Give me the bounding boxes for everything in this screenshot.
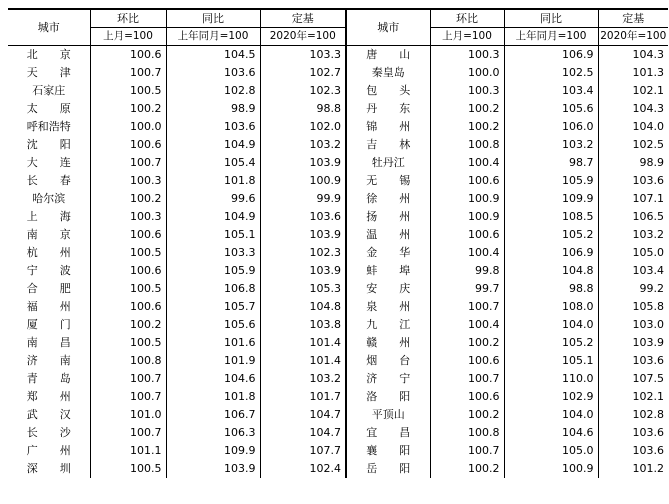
right-yoy-cell: 108.5 — [504, 208, 598, 226]
left-base-cell: 99.9 — [260, 190, 346, 208]
left-base-cell: 98.8 — [260, 100, 346, 118]
right-base-cell: 102.1 — [598, 388, 668, 406]
left-city-cell: 石家庄 — [32, 84, 66, 97]
right-yoy-cell: 105.6 — [504, 100, 598, 118]
left-base-cell: 100.9 — [260, 172, 346, 190]
left-yoy-cell: 104.6 — [166, 370, 260, 388]
left-mom-cell: 101.1 — [90, 442, 166, 460]
right-city-cell: 包 头 — [346, 82, 430, 100]
left-mom-cell: 100.0 — [90, 118, 166, 136]
right-city-cell: 平顶山 — [346, 406, 430, 424]
table-row — [8, 370, 668, 388]
right-mom-cell: 100.4 — [430, 154, 504, 172]
left-base-cell: 101.4 — [260, 334, 346, 352]
right-yoy-cell: 104.8 — [504, 262, 598, 280]
right-yoy-cell: 98.7 — [504, 154, 598, 172]
right-city-cell: 蚌 埠 — [346, 262, 430, 280]
left-yoy-cell: 98.9 — [166, 100, 260, 118]
right-base-cell: 99.2 — [598, 280, 668, 298]
right-base-cell: 104.3 — [598, 100, 668, 118]
left-yoy-cell: 105.9 — [166, 262, 260, 280]
right-base-cell: 103.0 — [598, 316, 668, 334]
right-city-cell: 烟 台 — [346, 352, 430, 370]
left-mom-cell: 100.2 — [90, 190, 166, 208]
right-mom-cell: 100.9 — [430, 190, 504, 208]
left-yoy-cell: 104.5 — [166, 46, 260, 65]
right-yoy-cell: 106.0 — [504, 118, 598, 136]
right-mom-cell: 100.3 — [430, 82, 504, 100]
table-row — [8, 388, 668, 406]
table-row — [8, 352, 668, 370]
left-yoy-cell: 106.3 — [166, 424, 260, 442]
left-city-cell: 南 昌 — [26, 336, 71, 349]
left-city-cell: 长 春 — [26, 174, 71, 187]
right-base-cell: 104.0 — [598, 118, 668, 136]
right-base-cell: 101.3 — [598, 64, 668, 82]
right-mom-cell: 100.0 — [430, 64, 504, 82]
left-city-cell: 武 汉 — [26, 408, 71, 421]
left-yoy-cell: 103.6 — [166, 64, 260, 82]
left-base-cell: 102.7 — [260, 64, 346, 82]
table-row — [8, 64, 668, 82]
left-yoy-cell: 101.6 — [166, 334, 260, 352]
left-base-cell: 102.4 — [260, 460, 346, 478]
left-yoy-cell: 101.9 — [166, 352, 260, 370]
left-yoy-cell: 105.7 — [166, 298, 260, 316]
right-yoy-header: 同比 — [504, 9, 598, 28]
left-city-cell: 哈尔滨 — [32, 192, 66, 205]
right-mom-cell: 100.6 — [430, 352, 504, 370]
right-mom-cell: 100.2 — [430, 100, 504, 118]
right-city-cell: 锦 州 — [346, 118, 430, 136]
left-base-cell: 101.4 — [260, 352, 346, 370]
left-city-cell: 济 南 — [26, 354, 71, 367]
price-index-table — [8, 8, 668, 478]
left-mom-cell: 100.3 — [90, 172, 166, 190]
left-yoy-cell: 104.9 — [166, 208, 260, 226]
right-base-cell: 106.5 — [598, 208, 668, 226]
right-base-cell: 107.5 — [598, 370, 668, 388]
right-mom-cell: 100.2 — [430, 118, 504, 136]
right-yoy-cell: 104.0 — [504, 406, 598, 424]
left-city-cell: 南 京 — [26, 228, 71, 241]
right-yoy-cell: 109.9 — [504, 190, 598, 208]
right-city-cell: 扬 州 — [346, 208, 430, 226]
right-mom-cell: 100.6 — [430, 172, 504, 190]
left-yoy-cell: 103.3 — [166, 244, 260, 262]
left-city-cell: 沈 阳 — [26, 138, 71, 151]
left-base-cell: 104.7 — [260, 406, 346, 424]
right-base-base: 2020年=100 — [598, 28, 668, 46]
right-city-cell: 安 庆 — [346, 280, 430, 298]
left-yoy-cell: 99.6 — [166, 190, 260, 208]
left-mom-cell: 100.6 — [90, 298, 166, 316]
left-yoy-cell: 106.8 — [166, 280, 260, 298]
right-city-cell: 济 宁 — [346, 370, 430, 388]
right-city-cell: 无 锡 — [346, 172, 430, 190]
right-base-cell: 103.4 — [598, 262, 668, 280]
left-city-cell: 合 肥 — [26, 282, 71, 295]
table-row — [8, 208, 668, 226]
left-yoy-header: 同比 — [166, 9, 260, 28]
left-city-cell: 天 津 — [26, 66, 71, 79]
right-yoy-cell: 105.0 — [504, 442, 598, 460]
right-base-cell: 103.6 — [598, 352, 668, 370]
right-yoy-cell: 102.5 — [504, 64, 598, 82]
right-yoy-cell: 106.9 — [504, 244, 598, 262]
table-row — [8, 442, 668, 460]
left-mom-cell: 100.3 — [90, 208, 166, 226]
right-city-cell: 泉 州 — [346, 298, 430, 316]
left-city-cell: 太 原 — [26, 102, 71, 115]
left-mom-cell: 100.7 — [90, 424, 166, 442]
left-mom-cell: 100.5 — [90, 244, 166, 262]
right-mom-cell: 100.2 — [430, 334, 504, 352]
right-city-cell: 赣 州 — [346, 334, 430, 352]
left-yoy-cell: 101.8 — [166, 172, 260, 190]
left-mom-cell: 100.5 — [90, 280, 166, 298]
right-mom-cell: 100.8 — [430, 136, 504, 154]
left-yoy-cell: 104.9 — [166, 136, 260, 154]
right-yoy-cell: 106.9 — [504, 46, 598, 65]
left-city-cell: 青 岛 — [26, 372, 71, 385]
right-yoy-cell: 105.2 — [504, 226, 598, 244]
left-mom-base: 上月=100 — [90, 28, 166, 46]
left-base-base: 2020年=100 — [260, 28, 346, 46]
table-row — [8, 190, 668, 208]
right-mom-header: 环比 — [430, 9, 504, 28]
right-yoy-cell: 108.0 — [504, 298, 598, 316]
price-index-table-container — [8, 8, 668, 478]
right-mom-cell: 100.2 — [430, 460, 504, 478]
right-city-cell: 岳 阳 — [346, 460, 430, 478]
right-yoy-cell: 105.2 — [504, 334, 598, 352]
left-city-cell: 上 海 — [26, 210, 71, 223]
left-base-cell: 102.3 — [260, 244, 346, 262]
right-base-cell: 103.6 — [598, 172, 668, 190]
table-row — [8, 406, 668, 424]
right-base-cell: 107.1 — [598, 190, 668, 208]
left-mom-cell: 100.5 — [90, 82, 166, 100]
right-mom-base: 上月=100 — [430, 28, 504, 46]
right-base-cell: 103.6 — [598, 442, 668, 460]
right-yoy-cell: 103.2 — [504, 136, 598, 154]
left-mom-cell: 100.6 — [90, 136, 166, 154]
left-base-cell: 105.3 — [260, 280, 346, 298]
left-base-cell: 103.9 — [260, 226, 346, 244]
left-city-cell: 宁 波 — [26, 264, 71, 277]
left-city-cell: 杭 州 — [26, 246, 71, 259]
right-city-cell: 吉 林 — [346, 136, 430, 154]
left-yoy-cell: 106.7 — [166, 406, 260, 424]
right-mom-cell: 100.7 — [430, 370, 504, 388]
table-row — [8, 262, 668, 280]
left-city-cell: 呼和浩特 — [26, 120, 71, 133]
left-yoy-cell: 101.8 — [166, 388, 260, 406]
left-city-header: 城市 — [8, 9, 90, 46]
left-city-cell: 北 京 — [26, 48, 71, 61]
right-base-cell: 105.0 — [598, 244, 668, 262]
right-city-cell: 金 华 — [346, 244, 430, 262]
table-row — [8, 334, 668, 352]
right-city-cell: 九 江 — [346, 316, 430, 334]
left-mom-cell: 101.0 — [90, 406, 166, 424]
right-mom-cell: 100.4 — [430, 244, 504, 262]
left-base-cell: 104.7 — [260, 424, 346, 442]
header-row-groups — [8, 9, 668, 28]
left-mom-cell: 100.6 — [90, 46, 166, 65]
right-mom-cell: 100.7 — [430, 442, 504, 460]
header-row-bases — [8, 28, 668, 46]
left-yoy-cell: 103.9 — [166, 460, 260, 478]
left-yoy-cell: 105.1 — [166, 226, 260, 244]
left-mom-cell: 100.6 — [90, 262, 166, 280]
left-mom-cell: 100.7 — [90, 388, 166, 406]
table-row — [8, 172, 668, 190]
right-mom-cell: 100.6 — [430, 388, 504, 406]
left-mom-cell: 100.2 — [90, 316, 166, 334]
table-row — [8, 46, 668, 65]
right-base-cell: 103.9 — [598, 334, 668, 352]
right-base-cell: 104.3 — [598, 46, 668, 65]
right-city-cell: 牡丹江 — [346, 154, 430, 172]
right-yoy-base: 上年同月=100 — [504, 28, 598, 46]
left-yoy-cell: 102.8 — [166, 82, 260, 100]
right-base-cell: 102.5 — [598, 136, 668, 154]
left-yoy-cell: 103.6 — [166, 118, 260, 136]
left-city-cell: 大 连 — [26, 156, 71, 169]
left-base-cell: 103.3 — [260, 46, 346, 65]
table-row — [8, 244, 668, 262]
table-row — [8, 136, 668, 154]
right-yoy-cell: 104.6 — [504, 424, 598, 442]
right-yoy-cell: 105.1 — [504, 352, 598, 370]
right-base-cell: 103.2 — [598, 226, 668, 244]
right-yoy-cell: 104.0 — [504, 316, 598, 334]
left-base-cell: 103.2 — [260, 370, 346, 388]
right-city-cell: 襄 阳 — [346, 442, 430, 460]
table-body — [8, 46, 668, 479]
left-mom-cell: 100.5 — [90, 334, 166, 352]
right-yoy-cell: 110.0 — [504, 370, 598, 388]
left-base-cell: 103.9 — [260, 262, 346, 280]
right-mom-cell: 100.6 — [430, 226, 504, 244]
right-city-cell: 徐 州 — [346, 190, 430, 208]
right-mom-cell: 99.8 — [430, 262, 504, 280]
left-mom-cell: 100.7 — [90, 154, 166, 172]
left-mom-cell: 100.7 — [90, 370, 166, 388]
right-city-cell: 宜 昌 — [346, 424, 430, 442]
left-city-cell: 福 州 — [26, 300, 71, 313]
left-base-cell: 103.6 — [260, 208, 346, 226]
left-mom-cell: 100.8 — [90, 352, 166, 370]
right-mom-cell: 100.9 — [430, 208, 504, 226]
table-row — [8, 82, 668, 100]
right-city-header: 城市 — [346, 9, 430, 46]
right-mom-cell: 99.7 — [430, 280, 504, 298]
left-base-header: 定基 — [260, 9, 346, 28]
right-base-cell: 101.2 — [598, 460, 668, 478]
left-mom-cell: 100.2 — [90, 100, 166, 118]
right-yoy-cell: 100.9 — [504, 460, 598, 478]
left-yoy-cell: 105.4 — [166, 154, 260, 172]
table-row — [8, 280, 668, 298]
right-mom-cell: 100.4 — [430, 316, 504, 334]
right-base-header: 定基 — [598, 9, 668, 28]
table-row — [8, 316, 668, 334]
left-yoy-cell: 109.9 — [166, 442, 260, 460]
left-yoy-cell: 105.6 — [166, 316, 260, 334]
left-base-cell: 103.9 — [260, 154, 346, 172]
right-city-cell: 洛 阳 — [346, 388, 430, 406]
table-row — [8, 226, 668, 244]
left-base-cell: 102.0 — [260, 118, 346, 136]
right-mom-cell: 100.7 — [430, 298, 504, 316]
right-base-cell: 102.8 — [598, 406, 668, 424]
right-base-cell: 105.8 — [598, 298, 668, 316]
left-base-cell: 107.7 — [260, 442, 346, 460]
left-base-cell: 102.3 — [260, 82, 346, 100]
table-row — [8, 298, 668, 316]
table-row — [8, 100, 668, 118]
table-row — [8, 118, 668, 136]
table-row — [8, 460, 668, 478]
table-row — [8, 154, 668, 172]
left-base-cell: 104.8 — [260, 298, 346, 316]
left-city-cell: 长 沙 — [26, 426, 71, 439]
right-mom-cell: 100.8 — [430, 424, 504, 442]
table-row — [8, 424, 668, 442]
left-mom-header: 环比 — [90, 9, 166, 28]
left-city-cell: 郑 州 — [26, 390, 71, 403]
left-base-cell: 103.2 — [260, 136, 346, 154]
left-base-cell: 103.8 — [260, 316, 346, 334]
right-base-cell: 102.1 — [598, 82, 668, 100]
right-city-cell: 温 州 — [346, 226, 430, 244]
right-yoy-cell: 103.4 — [504, 82, 598, 100]
right-base-cell: 103.6 — [598, 424, 668, 442]
right-city-cell: 唐 山 — [346, 46, 430, 65]
left-yoy-base: 上年同月=100 — [166, 28, 260, 46]
left-base-cell: 101.7 — [260, 388, 346, 406]
right-yoy-cell: 102.9 — [504, 388, 598, 406]
left-city-cell: 广 州 — [26, 444, 71, 457]
right-base-cell: 98.9 — [598, 154, 668, 172]
right-city-cell: 丹 东 — [346, 100, 430, 118]
left-mom-cell: 100.5 — [90, 460, 166, 478]
right-yoy-cell: 105.9 — [504, 172, 598, 190]
left-city-cell: 深 圳 — [26, 462, 71, 475]
right-yoy-cell: 98.8 — [504, 280, 598, 298]
left-city-cell: 厦 门 — [26, 318, 71, 331]
left-mom-cell: 100.6 — [90, 226, 166, 244]
right-city-cell: 秦皇岛 — [346, 64, 430, 82]
right-mom-cell: 100.2 — [430, 406, 504, 424]
left-mom-cell: 100.7 — [90, 64, 166, 82]
right-mom-cell: 100.3 — [430, 46, 504, 65]
